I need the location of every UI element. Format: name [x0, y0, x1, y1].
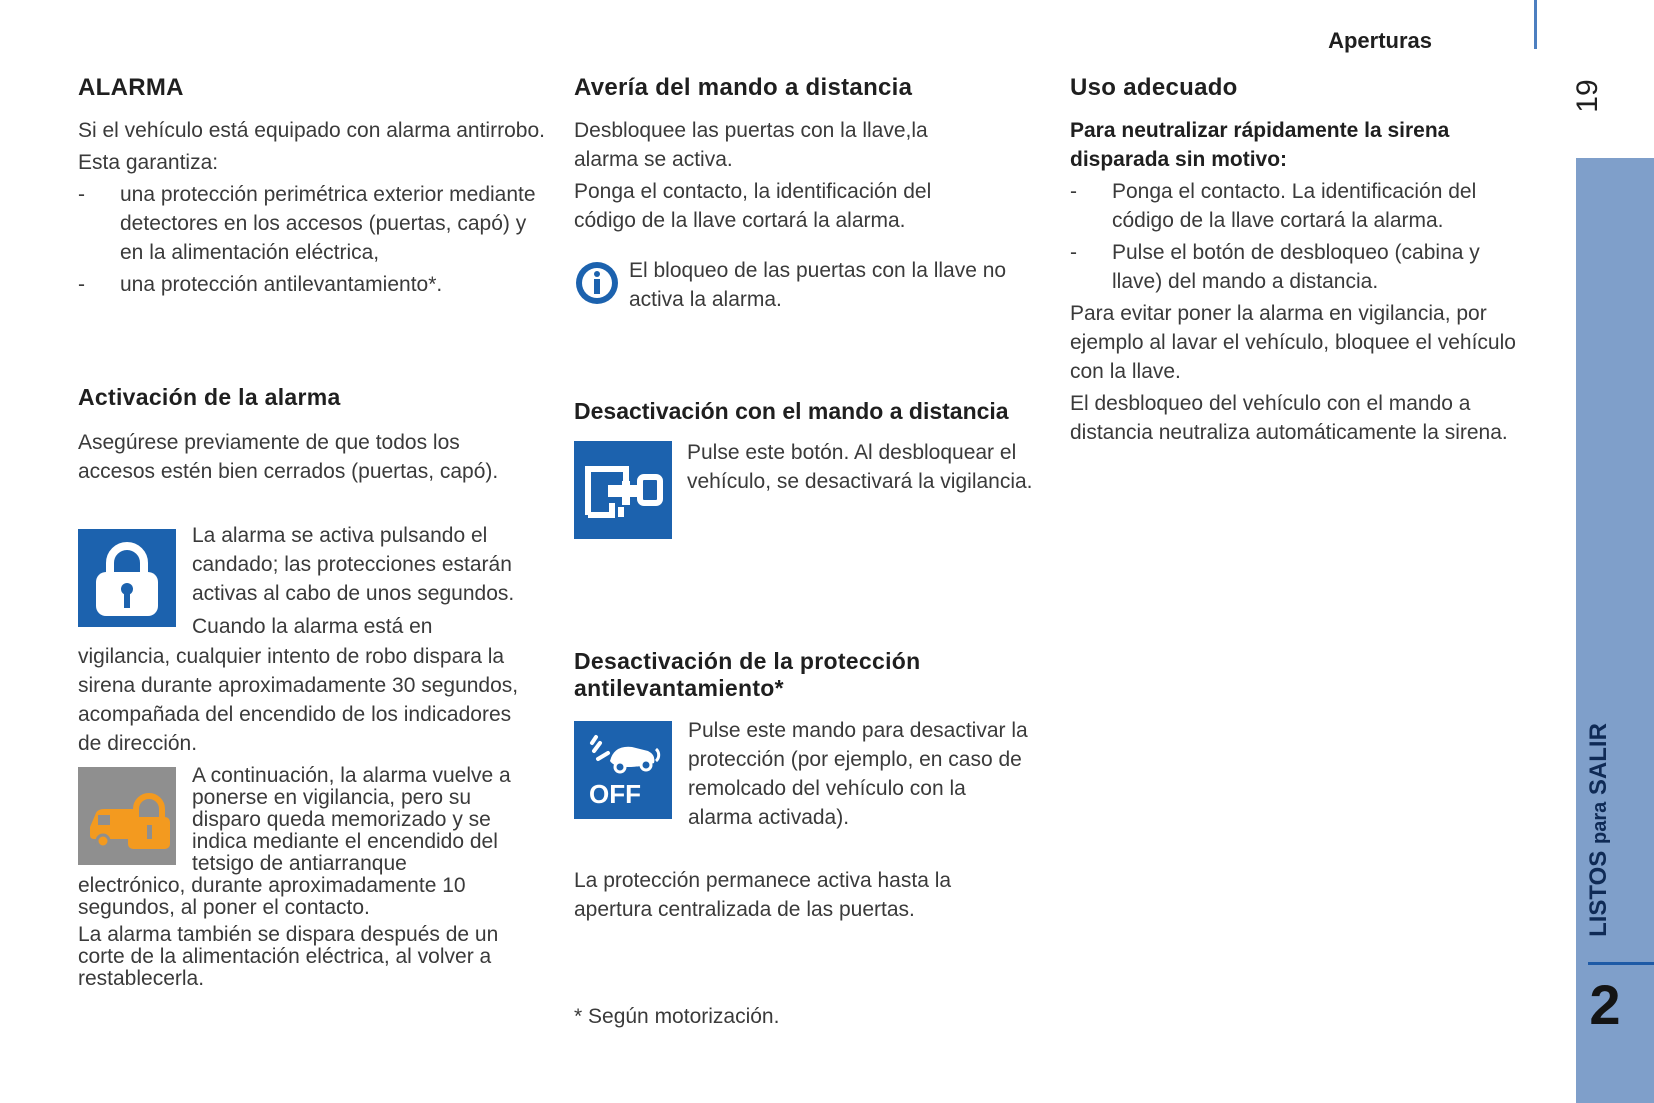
- anti-lift-heading: Desactivación de la protección antilevantamiento*: [574, 648, 921, 701]
- list-item-text: Pulse el botón de desbloqueo (cabina y llave) del mando a distancia.: [1112, 241, 1480, 293]
- info-note: El bloqueo de las puertas con la llave no activa la alarma.: [629, 259, 1007, 311]
- column-alarm: [78, 74, 548, 299]
- list-item: - Pulse el botón de desbloqueo (cabina y llave) del mando a distancia.: [1070, 241, 1480, 293]
- column-remote-fault: [574, 74, 1034, 235]
- remote-fault-p1: Desbloquee las puertas con la llave,la alarma se activa.: [574, 119, 928, 171]
- chapter-label-end: SALIR: [1585, 723, 1612, 796]
- alarm-intro: Si el vehículo está equipado con alarma antirrobo.: [78, 119, 545, 142]
- antistart-warning-icon: [78, 767, 176, 865]
- chapter-label-main: LISTOS: [1585, 850, 1612, 937]
- activation-heading: Activación de la alarma: [78, 384, 341, 410]
- alarm-heading: ALARMA: [78, 74, 184, 101]
- proper-use-bold: Para neutralizar rápidamente la sirena disparada sin motivo:: [1070, 119, 1450, 171]
- remote-deactivation-heading: Desactivación con el mando a distancia: [574, 398, 1009, 424]
- alarm-guarantee: Esta garantiza:: [78, 151, 219, 174]
- page-number: 19: [1571, 79, 1604, 113]
- chapter-number: 2: [1589, 973, 1621, 1036]
- activation-p5: La alarma también se dispara después de un corte de la alimentación eléctrica, al volver a restablecerla.: [78, 923, 499, 990]
- off-label: OFF: [589, 779, 641, 809]
- activation-p3b: vigilancia, cualquier intento de robo dispara la sirena durante aproximadamente 30 segundos, acompañada del encendido de los indicadores de dirección.: [78, 645, 519, 755]
- section-title: Aperturas: [1328, 28, 1432, 53]
- info-icon: [574, 260, 620, 306]
- list-item: - Ponga el contacto. La identificación del código de la llave cortará la alarma.: [1070, 180, 1477, 232]
- list-item: - una protección perimétrica exterior mediante detectores en los accesos (puertas, capó) y en la alimentación eléctrica,: [78, 183, 536, 264]
- activation-p2: La alarma se activa pulsando el candado; las protecciones estarán activas al cabo de unos segundos.: [192, 524, 515, 605]
- remote-fault-p2: Ponga el contacto, la identificación del código de la llave cortará la alarma.: [574, 180, 932, 232]
- list-item-text: Ponga el contacto. La identificación del código de la llave cortará la alarma.: [1112, 180, 1477, 232]
- anti-lift-after: La protección permanece activa hasta la apertura centralizada de las puertas.: [574, 869, 952, 921]
- column-proper-use: [1070, 74, 1530, 447]
- list-item-text: una protección perimétrica exterior mediante detectores en los accesos (puertas, capó) y en la alimentación eléctrica,: [120, 183, 536, 264]
- proper-use-heading: Uso adecuado: [1070, 74, 1238, 101]
- footnote: * Según motorización.: [574, 1005, 780, 1028]
- activation-p4a: A continuación, la alarma vuelve a ponerse en vigilancia, pero su disparo queda memorizado y se indica mediante el encendido del tetsigo de antiarranque: [192, 764, 511, 875]
- activation-p4b: electrónico, durante aproximadamente 10 segundos, al poner el contacto.: [78, 874, 466, 919]
- chapter-divider: [1588, 962, 1654, 965]
- proper-use-p2: El desbloqueo del vehículo con el mando a distancia neutraliza automáticamente la sirena.: [1070, 392, 1508, 444]
- unlock-cab-button-icon: [574, 441, 672, 539]
- chapter-label-small: para: [1589, 801, 1611, 844]
- padlock-button-icon: [78, 529, 176, 627]
- list-item: - una protección antilevantamiento*.: [78, 273, 443, 296]
- proper-use-p1: Para evitar poner la alarma en vigilancia, por ejemplo al lavar el vehículo, bloquee el vehículo con la llave.: [1070, 302, 1516, 383]
- list-item-text: una protección antilevantamiento*.: [120, 273, 443, 296]
- header-divider: [1534, 0, 1537, 49]
- activation-p1: Asegúrese previamente de que todos los accesos estén bien cerrados (puertas, capó).: [78, 431, 499, 483]
- anti-lift-off-button-icon: [574, 721, 672, 819]
- remote-deactivation-text: Pulse este botón. Al desbloquear el vehículo, se desactivará la vigilancia.: [687, 441, 1033, 493]
- chapter-label: [1579, 705, 1619, 955]
- anti-lift-text: Pulse este mando para desactivar la protección (por ejemplo, en caso de remolcado del vehículo con la alarma activada).: [688, 719, 1028, 829]
- remote-fault-heading: Avería del mando a distancia: [574, 74, 913, 101]
- activation-p3a: Cuando la alarma está en: [192, 615, 433, 638]
